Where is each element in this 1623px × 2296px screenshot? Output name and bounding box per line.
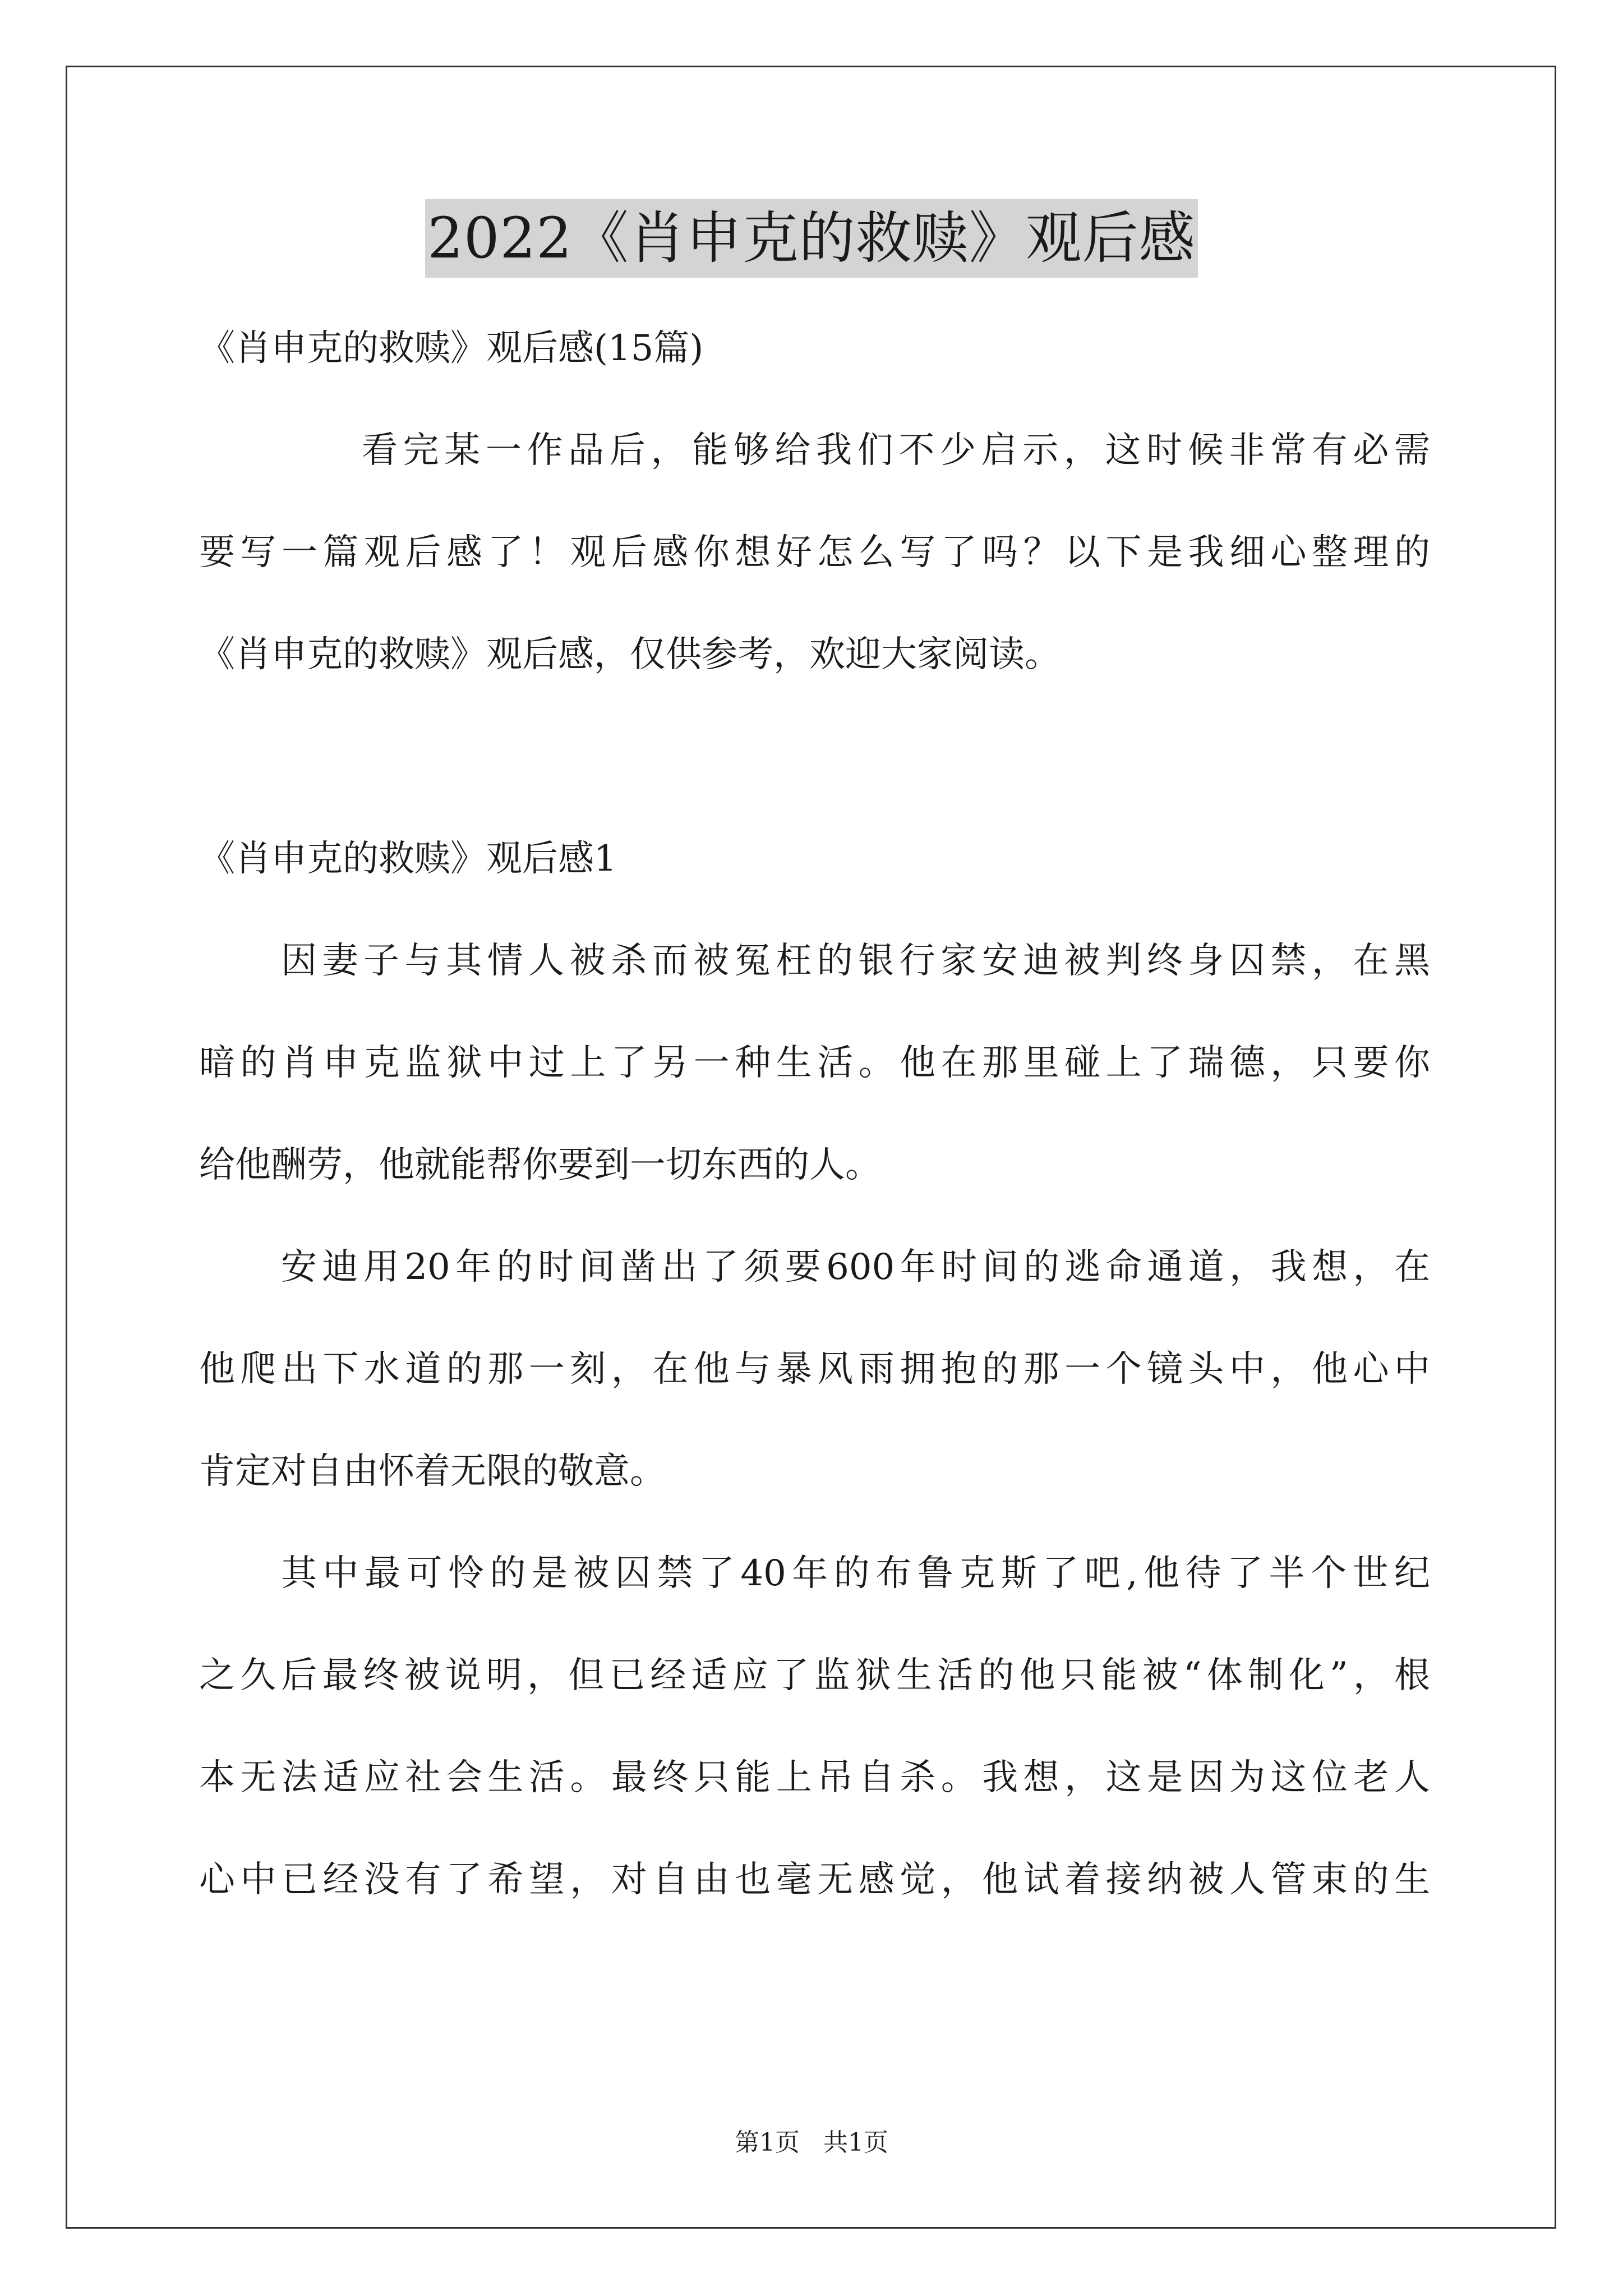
section-heading: 《肖申克的救赎》观后感1 [199,838,617,880]
document-title: 2022《肖申克的救赎》观后感 [425,199,1198,278]
paragraph-line: 安迪用20年的时间凿出了须要600年时间的逃命通道，我想，在 [281,1246,1430,1288]
title-container [0,199,1623,278]
document-body [199,297,1430,1931]
paragraph-line: 因妻子与其情人被杀而被冤枉的银行家安迪被判终身囚禁，在黑 [281,940,1430,982]
paragraph-line: 心中已经没有了希望，对自由也毫无感觉，他试着接纳被人管束的生 [199,1859,1430,1901]
paragraph-line: 给他酬劳，他就能帮你要到一切东西的人。 [199,1144,881,1186]
paragraph-line: 之久后最终被说明，但已经适应了监狱生活的他只能被“体制化”，根 [199,1655,1430,1696]
intro-line: 要写一篇观后感了！观后感你想好怎么写了吗？以下是我细心整理的 [199,532,1430,573]
paragraph-line: 本无法适应社会生活。最终只能上吊自杀。我想，这是因为这位老人 [199,1757,1430,1798]
paragraph-line: 肯定对自由怀着无限的敬意。 [199,1451,666,1492]
paragraph-line: 他爬出下水道的那一刻，在他与暴风雨拥抱的那一个镜头中，他心中 [199,1349,1430,1390]
document-subtitle: 《肖申克的救赎》观后感(15篇) [199,328,704,369]
intro-line: 看完某一作品后，能够给我们不少启示，这时候非常有必需 [362,430,1430,471]
paragraph-line: 其中最可怜的是被囚禁了40年的布鲁克斯了吧,他待了半个世纪 [281,1553,1430,1594]
paragraph-line: 暗的肖申克监狱中过上了另一种生活。他在那里碰上了瑞德，只要你 [199,1042,1430,1084]
paragraph-spacer [199,706,1430,808]
intro-line: 《肖申克的救赎》观后感，仅供参考，欢迎大家阅读。 [199,634,1061,675]
page-footer: 第1页 共1页 [735,2128,888,2157]
